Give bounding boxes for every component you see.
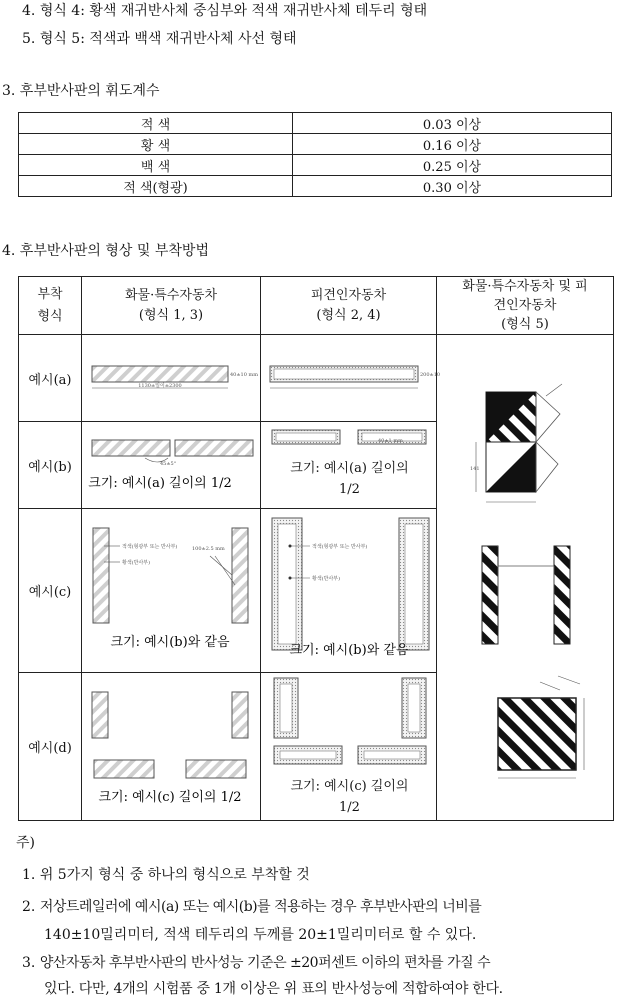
table-row: 적 색(형광) 0.30 이상 xyxy=(19,176,612,197)
caption-c2: 크기: 예시(b)와 같음 xyxy=(289,643,409,658)
fig-type5-panel xyxy=(470,384,584,778)
note-3: 3. 양산자동차 후부반사판의 반사성능 기준은 ±20퍼센트 이하의 편차를 가질 수 xyxy=(22,955,491,971)
section-4-title: 4. 후부반사판의 형상 및 부착방법 xyxy=(2,243,209,259)
svg-text:100±2.5 mm: 100±2.5 mm xyxy=(192,546,225,552)
table-row: 백 색 0.25 이상 xyxy=(19,155,612,176)
table-row: 적 색 0.03 이상 xyxy=(19,113,612,134)
svg-text:40±10 mm: 40±10 mm xyxy=(230,372,258,378)
caption-d1: 크기: 예시(c) 길이의 1/2 xyxy=(98,790,242,805)
fig-b2 xyxy=(272,430,426,444)
table-header-row: 부착 형식 화물·특수자동차 (형식 1, 3) 피견인자동차 (형식 2, 4) 화물·특수자동차 및 피 견인자동차 (형식 5) xyxy=(19,277,614,335)
fig-a1-dim: 1130±일이±2300 xyxy=(138,383,182,389)
svg-text:200±10: 200±10 xyxy=(420,372,441,378)
fig-b1 xyxy=(92,440,253,467)
svg-text:적색(형광부 또는 반사부): 적색(형광부 또는 반사부) xyxy=(312,544,368,550)
item-4: 4. 형식 4: 황색 재귀반사체 중심부와 적색 재귀반사체 테두리 형태 xyxy=(22,3,428,19)
table-row: 황 색 0.16 이상 xyxy=(19,134,612,155)
note-1: 1. 위 5가지 형식 중 하나의 형식으로 부착할 것 xyxy=(22,867,310,883)
fig-c2 xyxy=(272,518,429,650)
note-2: 2. 저상트레일러에 예시(a) 또는 예시(b)를 적용하는 경우 후부반사판의 너비를 xyxy=(22,899,482,915)
svg-text:적색(형광부 또는 반사부): 적색(형광부 또는 반사부) xyxy=(122,544,178,550)
table-row: 예시(d) xyxy=(19,673,614,821)
table-row: 예시(a) xyxy=(19,335,614,422)
fig-d2 xyxy=(274,678,426,764)
fig-c1 xyxy=(93,528,248,623)
caption-d2: 크기: 예시(c) 길이의 1/2 xyxy=(290,779,409,815)
fig-a1 xyxy=(92,366,258,389)
section-3-title: 3. 후부반사판의 휘도계수 xyxy=(2,83,160,99)
svg-text:40±1 mm: 40±1 mm xyxy=(378,438,403,444)
note-2-cont: 140±10밀리미터, 적색 테두리의 두께를 20±1밀리미터로 할 수 있다. xyxy=(44,927,477,943)
table-row: 예시(c) xyxy=(19,509,614,673)
caption-c1: 크기: 예시(b)와 같음 xyxy=(110,635,230,650)
caption-b1: 크기: 예시(a) 길이의 1/2 xyxy=(88,476,232,491)
svg-text:141: 141 xyxy=(470,466,480,472)
caption-b2: 크기: 예시(a) 길이의 1/2 xyxy=(290,461,409,497)
svg-text:45±5°: 45±5° xyxy=(160,461,177,467)
item-5: 5. 형식 5: 적색과 백색 재귀반사체 사선 형태 xyxy=(22,31,297,47)
svg-text:황색(반사부): 황색(반사부) xyxy=(122,560,151,566)
table-row: 예시(b) xyxy=(19,422,614,509)
fig-d1 xyxy=(92,692,248,778)
svg-text:황색(반사부): 황색(반사부) xyxy=(312,576,341,582)
fig-a2 xyxy=(270,366,440,388)
notes-header: 주) xyxy=(16,835,35,851)
note-3-cont: 있다. 다만, 4개의 시험품 중 1개 이상은 위 표의 반사성능에 적합하여야 한다. xyxy=(44,981,503,997)
